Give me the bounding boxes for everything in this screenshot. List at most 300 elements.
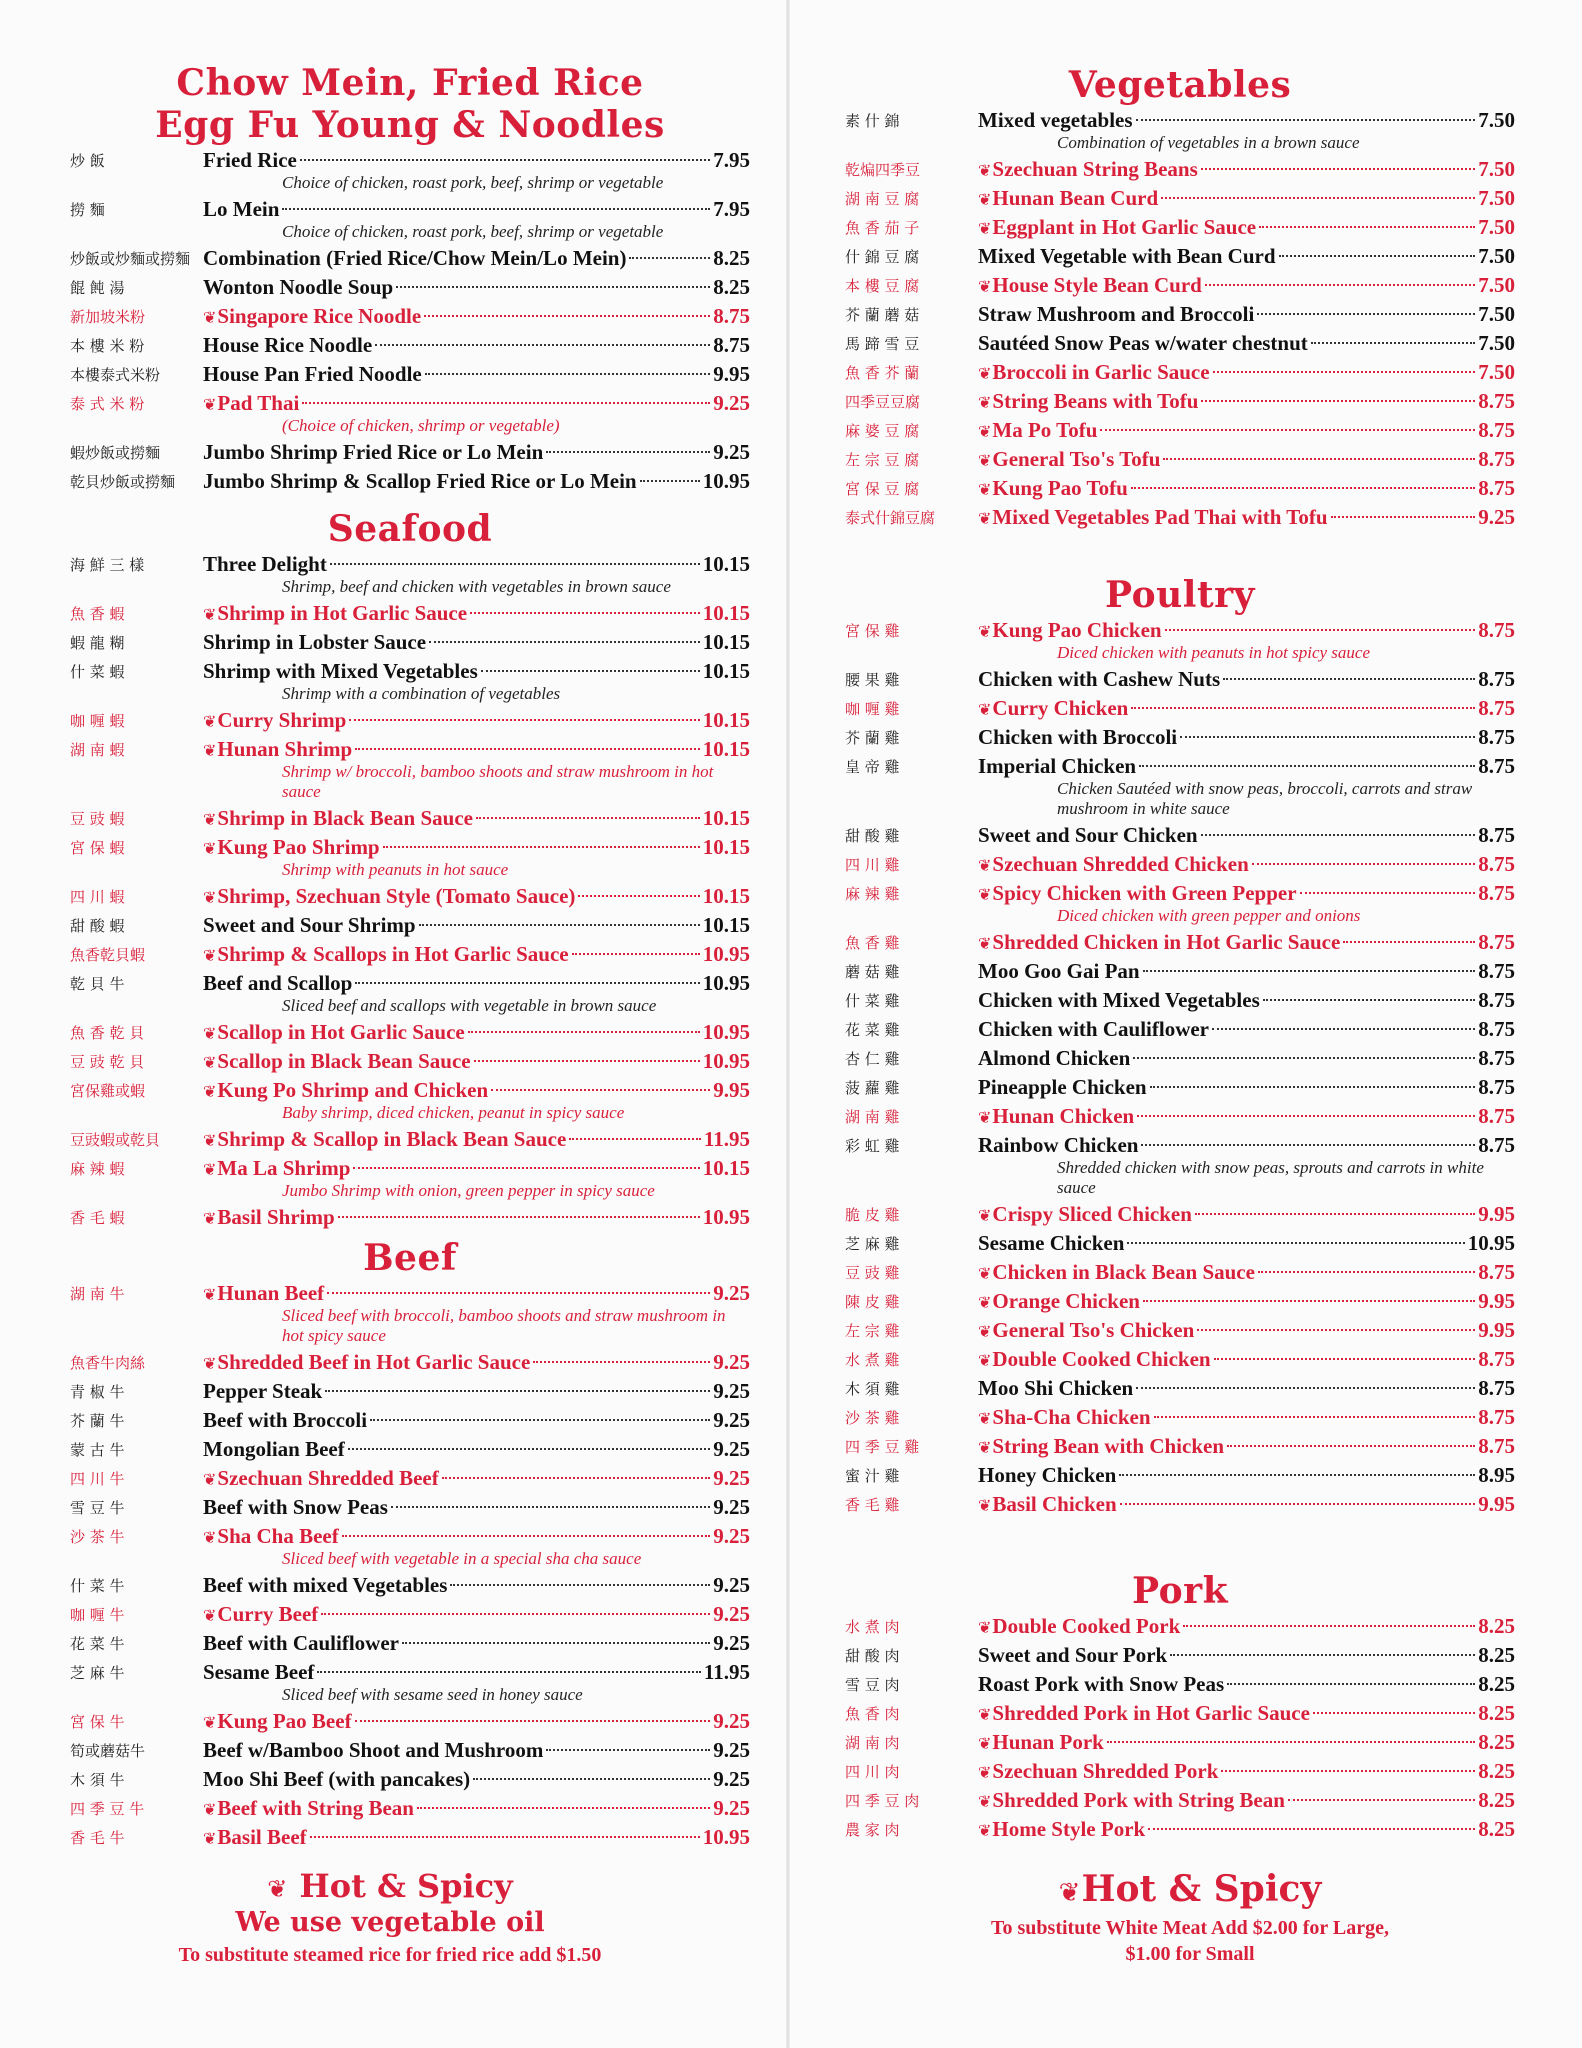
dot-leader: [546, 451, 710, 453]
item-name: Fried Rice: [203, 148, 297, 172]
dot-leader: [1136, 1387, 1475, 1389]
chinese-name: 湖 南 雞: [845, 1108, 900, 1126]
dot-leader: [1223, 678, 1475, 680]
menu-item-basil-shrimp: [70, 1203, 750, 1232]
chili-pepper-icon: ❦: [978, 1351, 992, 1370]
menu-right-page: [791, 0, 1582, 2048]
item-price: 10.15: [702, 659, 750, 683]
item-price: 10.15: [702, 737, 750, 761]
menu-item-pepper-steak: [70, 1377, 750, 1406]
menu-item-kung-pao-beef: [70, 1707, 750, 1736]
chinese-name: 左 宗 雞: [845, 1322, 900, 1340]
item-name: Beef with Cauliflower: [203, 1631, 399, 1655]
item-name: Chicken with Broccoli: [978, 725, 1178, 749]
chinese-name: 泰 式 米 粉: [70, 395, 145, 413]
item-price: 10.95: [702, 1049, 750, 1073]
item-price: 9.25: [713, 1495, 750, 1519]
menu-item-sweet-and-sour-pork: [845, 1641, 1515, 1670]
chinese-name: 四 季 豆 牛: [70, 1800, 145, 1818]
menu-item-shredded-pork-in-hot-garlic-sauce: [845, 1699, 1515, 1728]
chili-pepper-icon: ❦: [203, 1209, 217, 1228]
menu-item-chicken-with-cauliflower: [845, 1015, 1515, 1044]
menu-item-mongolian-beef: [70, 1435, 750, 1464]
item-price: 8.75: [1478, 618, 1515, 642]
item-price: 10.15: [702, 1156, 750, 1180]
item-description: Shrimp, beef and chicken with vegetables in brown sauce: [282, 577, 671, 596]
chili-pepper-icon: ❦: [203, 1829, 217, 1848]
dot-leader: [348, 1448, 711, 1450]
item-price: 7.50: [1478, 331, 1515, 355]
chinese-name: 馬 蹄 雪 豆: [845, 335, 920, 353]
chili-pepper-icon: ❦: [203, 1713, 217, 1732]
dot-leader: [396, 286, 710, 288]
menu-item-hunan-shrimp: [70, 735, 750, 764]
dot-leader: [1195, 1213, 1475, 1215]
item-price: 9.95: [713, 1078, 750, 1102]
item-name: Curry Shrimp: [217, 708, 347, 732]
chinese-name: 蝦 龍 糊: [70, 634, 125, 652]
chinese-name: 什 菜 雞: [845, 992, 900, 1010]
dot-leader: [355, 1720, 711, 1722]
white-meat-note-line1: To substitute White Meat Add $2.00 for Large,: [991, 1917, 1389, 1939]
item-price: 8.75: [1478, 1133, 1515, 1157]
item-name: Sautéed Snow Peas w/water chestnut: [978, 331, 1308, 355]
menu-item-kung-pao-chicken: [845, 616, 1515, 645]
menu-item-hunan-beef: [70, 1279, 750, 1308]
item-price: 8.75: [1478, 476, 1515, 500]
dot-leader: [391, 1506, 710, 1508]
item-price: 8.25: [1478, 1701, 1515, 1725]
chili-pepper-icon: ❦: [978, 161, 992, 180]
item-description: Diced chicken with peanuts in hot spicy sauce: [1057, 643, 1370, 662]
menu-item-almond-chicken: [845, 1044, 1515, 1073]
chili-pepper-icon: ❦: [978, 1293, 992, 1312]
item-name: House Rice Noodle: [203, 333, 373, 357]
item-name: Shrimp, Szechuan Style (Tomato Sauce): [217, 884, 576, 908]
chinese-name: 魚 香 茄 子: [845, 219, 920, 237]
chinese-name: 什 菜 牛: [70, 1577, 125, 1595]
menu-item-jumbo-shrimp-scallop-fried-rice-or-lo-mein: [70, 467, 750, 496]
chinese-name: 新加坡米粉: [70, 308, 146, 326]
chili-pepper-icon: ❦: [203, 946, 217, 965]
chinese-name: 宮 保 蝦: [70, 839, 125, 857]
chili-pepper-icon: ❦: [203, 1160, 217, 1179]
chinese-name: 四 季 豆 肉: [845, 1792, 920, 1810]
chinese-name: 芥 蘭 雞: [845, 729, 900, 747]
chinese-name: 蜜 汁 雞: [845, 1467, 900, 1485]
menu-item-shrimp-scallop-in-black-bean-sauce: [70, 1125, 750, 1154]
chili-pepper-icon: ❦: [203, 1285, 217, 1304]
item-name: Sha Cha Beef: [217, 1524, 339, 1548]
chinese-name: 腰 果 雞: [845, 671, 900, 689]
chinese-name: 蝦炒飯或撈麵: [70, 444, 161, 462]
dot-leader: [321, 1613, 710, 1615]
dot-leader: [330, 563, 700, 565]
chili-pepper-icon: ❦: [978, 509, 992, 528]
chili-pepper-icon: ❦: [203, 1528, 217, 1547]
item-price: 9.25: [713, 1524, 750, 1548]
item-price: 9.25: [713, 1767, 750, 1791]
chinese-name: 杏 仁 雞: [845, 1050, 900, 1068]
chinese-name: 魚香乾貝蝦: [70, 946, 146, 964]
chili-pepper-icon: ❦: [978, 1792, 992, 1811]
menu-item-curry-shrimp: [70, 706, 750, 735]
chinese-name: 魚 香 肉: [845, 1705, 900, 1723]
menu-item-shredded-chicken-in-hot-garlic-sauce: [845, 928, 1515, 957]
chinese-name: 魚香牛肉絲: [70, 1354, 146, 1372]
menu-item-imperial-chicken: [845, 752, 1515, 781]
item-price: 8.75: [1478, 1434, 1515, 1458]
dot-leader: [491, 1089, 710, 1091]
menu-item-fried-rice: [70, 146, 750, 175]
item-price: 10.15: [702, 552, 750, 576]
menu-item-chicken-with-cashew-nuts: [845, 665, 1515, 694]
dot-leader: [1212, 1028, 1475, 1030]
chinese-name: 什 錦 豆 腐: [845, 248, 920, 266]
item-name: Sesame Chicken: [978, 1231, 1125, 1255]
dot-leader: [1252, 863, 1476, 865]
chinese-name: 湖 南 蝦: [70, 741, 125, 759]
chinese-name: 蘑 菇 雞: [845, 963, 900, 981]
dot-leader: [1163, 458, 1475, 460]
dot-leader: [1137, 1115, 1475, 1117]
chinese-name: 雪 豆 肉: [845, 1676, 900, 1694]
item-name: Scallop in Black Bean Sauce: [217, 1049, 471, 1073]
chinese-name: 炒 飯: [70, 152, 105, 170]
item-name: Spicy Chicken with Green Pepper: [992, 881, 1297, 905]
item-name: Mongolian Beef: [203, 1437, 345, 1461]
chili-pepper-icon: ❦: [978, 1821, 992, 1840]
dot-leader: [1120, 1503, 1476, 1505]
item-price: 10.95: [702, 971, 750, 995]
chinese-name: 乾煸四季豆: [845, 161, 921, 179]
item-price: 9.25: [713, 1379, 750, 1403]
dot-leader: [1143, 1300, 1475, 1302]
chinese-name: 咖 喱 雞: [845, 700, 900, 718]
chili-pepper-icon: ❦: [978, 451, 992, 470]
item-name: Curry Beef: [217, 1602, 319, 1626]
chili-pepper-icon: ❦: [203, 888, 217, 907]
dot-leader: [1313, 1712, 1475, 1714]
item-price: 8.75: [1478, 1260, 1515, 1284]
item-price: 9.95: [1478, 1289, 1515, 1313]
item-price: 8.75: [1478, 988, 1515, 1012]
item-name: Home Style Pork: [992, 1817, 1146, 1841]
dot-leader: [1257, 313, 1475, 315]
dot-leader: [481, 670, 700, 672]
menu-item-mixed-vegetables: [845, 106, 1515, 135]
menu-item-moo-goo-gai-pan: [845, 957, 1515, 986]
item-description: Combination of vegetables in a brown sauce: [1057, 133, 1360, 152]
chinese-name: 湖 南 肉: [845, 1734, 900, 1752]
item-name: Basil Beef: [217, 1825, 307, 1849]
item-name: Broccoli in Garlic Sauce: [992, 360, 1210, 384]
chinese-name: 蒙 古 牛: [70, 1441, 125, 1459]
item-name: Chicken with Cauliflower: [978, 1017, 1209, 1041]
dot-leader: [1221, 1770, 1475, 1772]
item-name: Sweet and Sour Chicken: [978, 823, 1198, 847]
item-name: Orange Chicken: [992, 1289, 1140, 1313]
item-name: Double Cooked Pork: [992, 1614, 1181, 1638]
menu-item-shredded-pork-with-string-bean: [845, 1786, 1515, 1815]
chinese-name: 雪 豆 牛: [70, 1499, 125, 1517]
chinese-name: 四 川 牛: [70, 1470, 125, 1488]
item-name: Almond Chicken: [978, 1046, 1131, 1070]
chili-pepper-icon: ❦: [267, 1875, 288, 1903]
menu-item-broccoli-in-garlic-sauce: [845, 358, 1515, 387]
chili-pepper-icon: ❦: [978, 1618, 992, 1637]
chinese-name: 四季豆豆腐: [845, 393, 921, 411]
menu-item-sesame-chicken: [845, 1229, 1515, 1258]
menu-item-kung-po-shrimp-and-chicken: [70, 1076, 750, 1105]
chinese-name: 湖 南 豆 腐: [845, 190, 920, 208]
chinese-name: 豆 豉 乾 貝: [70, 1053, 145, 1071]
item-name: Rainbow Chicken: [978, 1133, 1139, 1157]
dot-leader: [1136, 119, 1476, 121]
menu-item-shrimp-scallops-in-hot-garlic-sauce: [70, 940, 750, 969]
item-price: 9.25: [713, 1796, 750, 1820]
dot-leader: [1131, 707, 1475, 709]
item-name: Szechuan Shredded Beef: [217, 1466, 439, 1490]
item-price: 9.25: [1478, 505, 1515, 529]
chili-pepper-icon: ❦: [978, 1496, 992, 1515]
item-name: Hunan Shrimp: [217, 737, 353, 761]
menu-item-moo-shi-beef-with-pancakes: [70, 1765, 750, 1794]
menu-item-beef-with-string-bean: [70, 1794, 750, 1823]
chinese-name: 撈 麵: [70, 201, 105, 219]
chinese-name: 四 川 蝦: [70, 888, 125, 906]
chinese-name: 四 川 肉: [845, 1763, 900, 1781]
section-pork: [845, 1570, 1515, 1844]
dot-leader: [349, 719, 699, 721]
chili-pepper-icon: ❦: [203, 1024, 217, 1043]
item-description: Chicken Sautéed with snow peas, broccoli, carrots and straw mushroom in white sauce: [1057, 779, 1473, 818]
chili-pepper-icon: ❦: [203, 1606, 217, 1625]
chinese-name: 魚 香 芥 蘭: [845, 364, 920, 382]
item-name: Shrimp in Hot Garlic Sauce: [217, 601, 468, 625]
menu-item-sweet-and-sour-chicken: [845, 821, 1515, 850]
dot-leader: [1148, 1828, 1475, 1830]
item-name: Chicken with Cashew Nuts: [978, 667, 1221, 691]
item-description: Choice of chicken, roast pork, beef, shrimp or vegetable: [282, 173, 664, 192]
dot-leader: [470, 612, 700, 614]
dot-leader: [383, 846, 700, 848]
item-name: Shrimp & Scallop in Black Bean Sauce: [217, 1127, 567, 1151]
item-description: Shredded chicken with snow peas, sprouts and carrots in white sauce: [1057, 1158, 1484, 1197]
item-description: Baby shrimp, diced chicken, peanut in spicy sauce: [282, 1103, 625, 1122]
item-price: 10.15: [702, 913, 750, 937]
dot-leader: [1331, 516, 1476, 518]
menu-item-shrimp-szechuan-style-tomato-sauce: [70, 882, 750, 911]
dot-leader: [355, 748, 700, 750]
chili-pepper-icon: ❦: [203, 741, 217, 760]
menu-item-beef-w-bamboo-shoot-and-mushroom: [70, 1736, 750, 1765]
chili-pepper-icon: ❦: [978, 1322, 992, 1341]
item-name: Sesame Beef: [203, 1660, 315, 1684]
section-title: Pork: [1131, 1570, 1229, 1612]
menu-item-kung-pao-shrimp: [70, 833, 750, 862]
dot-leader: [1180, 736, 1475, 738]
menu-item-house-pan-fried-noodle: [70, 360, 750, 389]
item-price: 8.75: [1478, 1347, 1515, 1371]
chinese-name: 素 什 錦: [845, 112, 900, 130]
item-price: 8.25: [1478, 1730, 1515, 1754]
dot-leader: [419, 924, 700, 926]
chili-pepper-icon: ❦: [978, 422, 992, 441]
dot-leader: [640, 480, 700, 482]
dot-leader: [1201, 834, 1476, 836]
chinese-name: 沙 茶 雞: [845, 1409, 900, 1427]
item-name: Beef with mixed Vegetables: [203, 1573, 448, 1597]
chinese-name: 湖 南 牛: [70, 1285, 125, 1303]
item-name: Pineapple Chicken: [978, 1075, 1147, 1099]
item-price: 8.75: [1478, 959, 1515, 983]
item-price: 7.50: [1478, 302, 1515, 326]
item-name: Kung Pao Shrimp: [217, 835, 380, 859]
chinese-name: 餛 飩 湯: [70, 279, 125, 297]
item-name: Shredded Pork in Hot Garlic Sauce: [992, 1701, 1310, 1725]
item-price: 9.25: [713, 1631, 750, 1655]
item-price: 8.75: [1478, 1075, 1515, 1099]
menu-item-chicken-in-black-bean-sauce: [845, 1258, 1515, 1287]
item-name: Mixed vegetables: [978, 108, 1133, 132]
item-name: Wonton Noodle Soup: [203, 275, 394, 299]
item-name: Shredded Beef in Hot Garlic Sauce: [217, 1350, 531, 1374]
chinese-name: 宮保雞或蝦: [70, 1082, 146, 1100]
chinese-name: 炒飯或炒麵或撈麵: [70, 250, 191, 268]
white-meat-note-line2: $1.00 for Small: [1125, 1943, 1255, 1965]
chinese-name: 本 樓 米 粉: [70, 337, 145, 355]
chili-pepper-icon: ❦: [978, 1734, 992, 1753]
item-price: 10.95: [702, 942, 750, 966]
dot-leader: [302, 402, 710, 404]
menu-item-chicken-with-broccoli: [845, 723, 1515, 752]
chinese-name: 芥 蘭 牛: [70, 1412, 125, 1430]
item-price: 9.95: [1478, 1202, 1515, 1226]
item-price: 8.75: [1478, 881, 1515, 905]
dot-leader: [1300, 892, 1476, 894]
dot-leader: [402, 1642, 710, 1644]
chinese-name: 四 季 豆 雞: [845, 1438, 920, 1456]
dot-leader: [1259, 226, 1475, 228]
dot-leader: [353, 1167, 699, 1169]
chinese-name: 花 菜 牛: [70, 1635, 125, 1653]
chinese-name: 甜 酸 肉: [845, 1647, 900, 1665]
dot-leader: [473, 1778, 710, 1780]
dot-leader: [310, 1836, 700, 1838]
section-vegetables: [845, 64, 1515, 532]
dot-leader: [1100, 429, 1475, 431]
chinese-name: 水 煮 肉: [845, 1618, 900, 1636]
item-name: Basil Shrimp: [217, 1205, 335, 1229]
item-description: Shrimp w/ broccoli, bamboo shoots and straw mushroom in hot sauce: [282, 762, 714, 801]
chinese-name: 四 川 雞: [845, 856, 900, 874]
chinese-name: 陳 皮 雞: [845, 1293, 900, 1311]
dot-leader: [1227, 1683, 1475, 1685]
item-price: 11.95: [703, 1660, 750, 1684]
menu-item-house-style-bean-curd: [845, 271, 1515, 300]
dot-leader: [572, 953, 700, 955]
item-description: Sliced beef with broccoli, bamboo shoots and straw mushroom in hot spicy sauce: [282, 1306, 726, 1345]
dot-leader: [468, 1031, 700, 1033]
item-name: Mixed Vegetables Pad Thai with Tofu: [992, 505, 1328, 529]
chinese-name: 香 毛 牛: [70, 1829, 125, 1847]
dot-leader: [1107, 1741, 1475, 1743]
item-price: 8.75: [1478, 418, 1515, 442]
dot-leader: [1197, 1329, 1475, 1331]
item-name: Shrimp with Mixed Vegetables: [203, 659, 478, 683]
item-price: 10.95: [1467, 1231, 1515, 1255]
item-price: 9.95: [1478, 1318, 1515, 1342]
item-name: Chicken with Mixed Vegetables: [978, 988, 1260, 1012]
dot-leader: [1343, 941, 1475, 943]
item-price: 8.25: [1478, 1614, 1515, 1638]
menu-item-shrimp-with-mixed-vegetables: [70, 657, 750, 686]
chinese-name: 香 毛 雞: [845, 1496, 900, 1514]
item-price: 8.75: [1478, 725, 1515, 749]
menu-item-pad-thai: [70, 389, 750, 418]
item-name: Sweet and Sour Pork: [978, 1643, 1168, 1667]
chili-pepper-icon: ❦: [203, 1470, 217, 1489]
menu-item-home-style-pork: [845, 1815, 1515, 1844]
item-name: String Beans with Tofu: [992, 389, 1199, 413]
chinese-name: 咖 喱 牛: [70, 1606, 125, 1624]
chinese-name: 麻 婆 豆 腐: [845, 422, 920, 440]
menu-item-shredded-beef-in-hot-garlic-sauce: [70, 1348, 750, 1377]
chili-pepper-icon: ❦: [203, 1082, 217, 1101]
menu-item-singapore-rice-noodle: [70, 302, 750, 331]
item-price: 9.25: [713, 440, 750, 464]
menu-item-three-delight: [70, 550, 750, 579]
item-price: 9.25: [713, 1350, 750, 1374]
menu-item-sha-cha-chicken: [845, 1403, 1515, 1432]
menu-item-mixed-vegetables-pad-thai-with-tofu: [845, 503, 1515, 532]
item-name: Moo Goo Gai Pan: [978, 959, 1140, 983]
dot-leader: [317, 1671, 701, 1673]
item-price: 8.75: [1478, 696, 1515, 720]
chinese-name: 魚 香 雞: [845, 934, 900, 952]
item-name: Combination (Fried Rice/Chow Mein/Lo Mein): [203, 246, 627, 270]
item-price: 10.15: [702, 835, 750, 859]
item-price: 8.25: [1478, 1672, 1515, 1696]
menu-item-shrimp-in-lobster-sauce: [70, 628, 750, 657]
menu-item-crispy-sliced-chicken: [845, 1200, 1515, 1229]
menu-item-saut-ed-snow-peas-w-water-chestnut: [845, 329, 1515, 358]
item-price: 7.50: [1478, 244, 1515, 268]
dot-leader: [370, 1419, 710, 1421]
menu-item-spicy-chicken-with-green-pepper: [845, 879, 1515, 908]
item-name: Jumbo Shrimp Fried Rice or Lo Mein: [203, 440, 544, 464]
chili-pepper-icon: ❦: [203, 605, 217, 624]
section-chow-mein-fried-rice: [70, 62, 750, 496]
chili-pepper-icon: ❦: [978, 219, 992, 238]
menu-item-house-rice-noodle: [70, 331, 750, 360]
item-name: Shrimp in Black Bean Sauce: [217, 806, 473, 830]
item-name: Ma La Shrimp: [217, 1156, 351, 1180]
item-name: Hunan Pork: [992, 1730, 1104, 1754]
chili-pepper-icon: ❦: [203, 395, 217, 414]
item-name: Double Cooked Chicken: [992, 1347, 1211, 1371]
chinese-name: 筍或蘑菇牛: [70, 1742, 146, 1760]
chili-pepper-icon: ❦: [203, 1131, 217, 1150]
item-name: Sha-Cha Chicken: [992, 1405, 1151, 1429]
menu-item-szechuan-shredded-pork: [845, 1757, 1515, 1786]
dot-leader: [1258, 1271, 1475, 1273]
chili-pepper-icon: ❦: [978, 480, 992, 499]
item-name: General Tso's Chicken: [992, 1318, 1195, 1342]
menu-item-lo-mein: [70, 195, 750, 224]
dot-leader: [1205, 284, 1475, 286]
